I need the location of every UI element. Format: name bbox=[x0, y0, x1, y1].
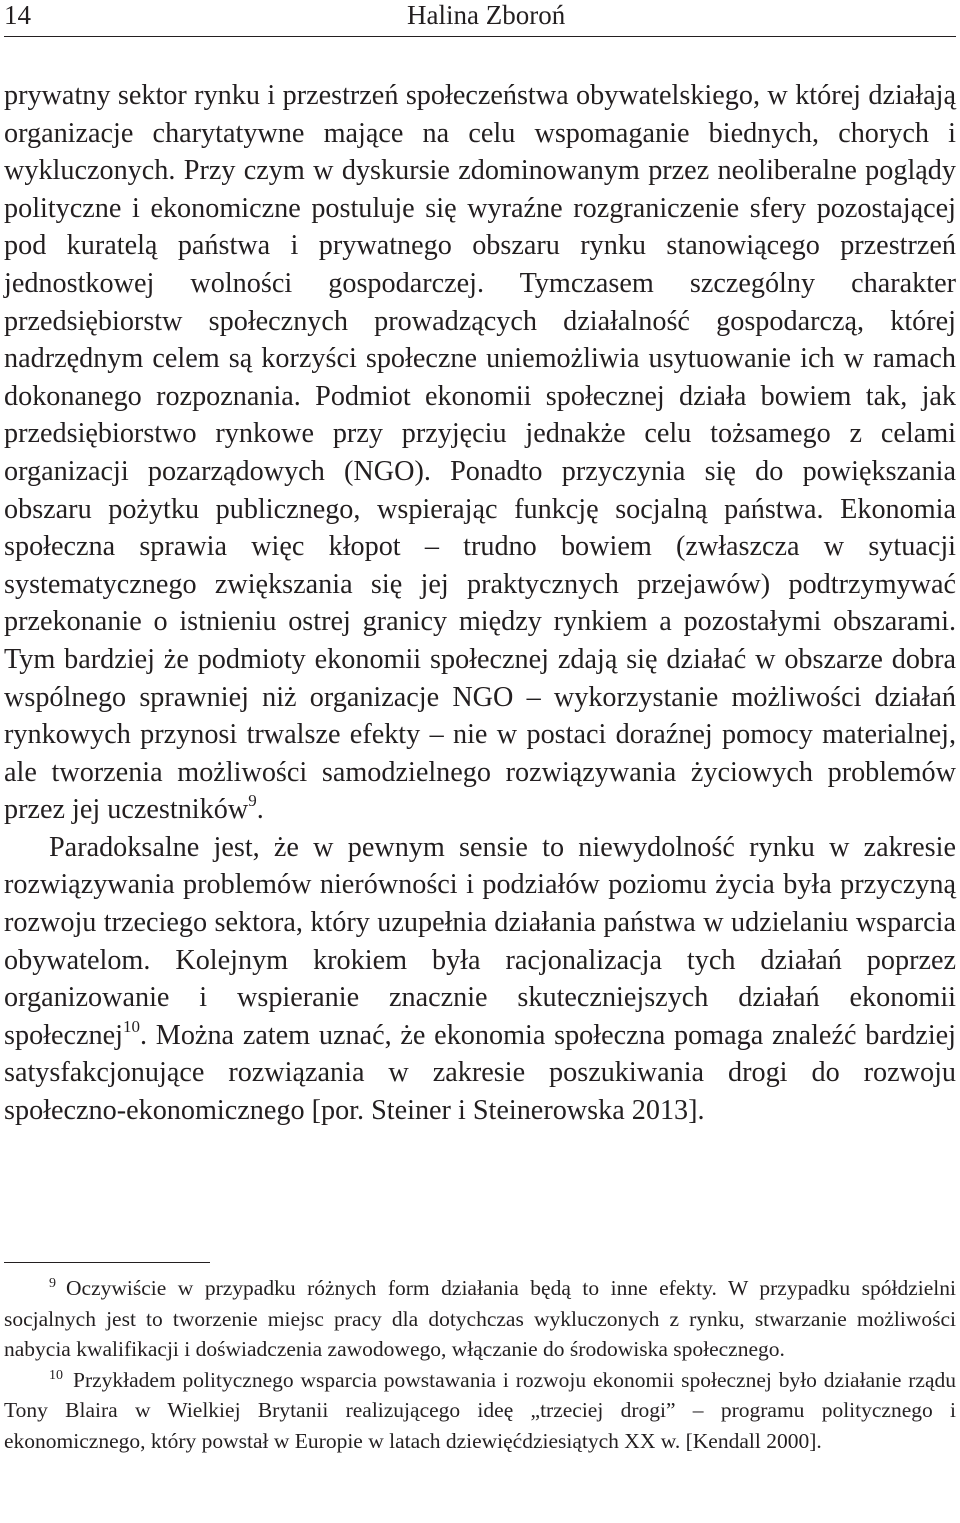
footnote-10-text: Przykładem politycznego wsparcia powstawania i rozwoju ekonomii społecznej było działanie rządu Tony Blaira w Wielkiej Brytanii realizującego ideę „trzeciej drogi” – programu politycznego i ekonomicznego, który powstał w Europie w latach dziewięćdziesiątych XX w. [Kendall 2000]. bbox=[4, 1367, 956, 1453]
running-head-author: Halina Zboroń bbox=[407, 0, 566, 30]
footnote-9-text: Oczywiście w przypadku różnych form działania będą to inne efekty. W przypadku spółdzielni socjalnych jest to tworzenie miejsc pracy dla dotychczas wykluczonych z rynku, stwarzanie możliwości nabycia kwalifikacji i doświadczenia zawodowego, włączanie do środowiska społecznego. bbox=[4, 1276, 956, 1361]
paragraph-2 bbox=[4, 829, 956, 1130]
footnote-9 bbox=[4, 1273, 956, 1365]
paragraph-1 bbox=[4, 77, 956, 829]
paragraph-1-text: prywatny sektor rynku i przestrzeń społeczeństwa obywatelskiego, w której działają organizacje charytatywne mające na celu wspomaganie biednych, chorych i wykluczonych. Przy czym w dyskursie zdominowanym przez neoliberalne poglądy polityczne i ekonomiczne postuluje się wyraźne rozgraniczenie sfery pozostającej pod kuratelą państwa i prywatnego obszaru rynku stanowiącego przestrzeń jednostkowej wolności gospodarczej. Tymczasem szczególny charakter przedsiębiorstw społecznych prowadzących działalność gospodarczą, której nadrzędnym celem są korzyści społeczne uniemożliwia usytuowanie ich w ramach dokonanego rozpoznania. Podmiot ekonomii społecznej działa bowiem tak, jak przedsiębiorstwo rynkowe przy przyjęciu jednakże celu tożsamego z celami organizacji pozarządowych (NGO). Ponadto przyczynia się do powiększania obszaru pożytku publicznego, wspierając funkcję socjalną państwa. Ekonomia społeczna sprawia więc kłopot – trudno bowiem (zwłaszcza w sytuacji systematycznego zwiększania się jej praktycznych przejawów) podtrzymywać przekonanie o istnieniu ostrej granicy między rynkiem a pozostałymi obszarami. Tym bardziej że podmioty ekonomii społecznej zdają się działać w obszarze dobra wspólnego sprawniej niż organizacje NGO – wykorzystanie możliwości działań rynkowych przynosi trwalsze efekty – nie w postaci doraźnej pomocy materialnej, ale tworzenia możliwości samodzielnego rozwiązywania życiowych problemów przez jej uczestników bbox=[4, 80, 956, 826]
footnote-10 bbox=[4, 1365, 956, 1457]
footnote-10-number: 10 bbox=[49, 1367, 63, 1383]
paragraph-1-end: . bbox=[256, 794, 264, 826]
page-header bbox=[4, 0, 956, 40]
header-rule bbox=[4, 36, 956, 37]
footnote-separator bbox=[4, 1262, 210, 1263]
body-text bbox=[4, 77, 956, 1130]
footnote-9-number: 9 bbox=[49, 1276, 56, 1291]
footnote-ref-9[interactable]: 9 bbox=[248, 791, 257, 811]
paragraph-2-text: Paradoksalne jest, że w pewnym sensie to niewydolność rynku w zakresie rozwiązywania problemów nierówności i podziałów poziomu życia była przyczyną rozwoju trzeciego sektora, który uzupełnia działania państwa w udzielaniu wsparcia obywatelom. Kolejnym krokiem była racjonalizacja tych działań poprzez organizowanie i wspieranie znacznie skuteczniejszych działań ekonomii społecznej bbox=[4, 831, 956, 1051]
footnote-ref-10[interactable]: 10 bbox=[122, 1016, 140, 1036]
paragraph-2-end: . Można zatem uznać, że ekonomia społeczna pomaga znaleźć bardziej satysfakcjonujące rozwiązania w zakresie poszukiwania drogi do rozwoju społeczno-ekonomicznego [por. Steiner i Steinerowska 2013]. bbox=[4, 1019, 956, 1127]
page-number: 14 bbox=[4, 0, 31, 30]
footnotes bbox=[4, 1273, 956, 1456]
